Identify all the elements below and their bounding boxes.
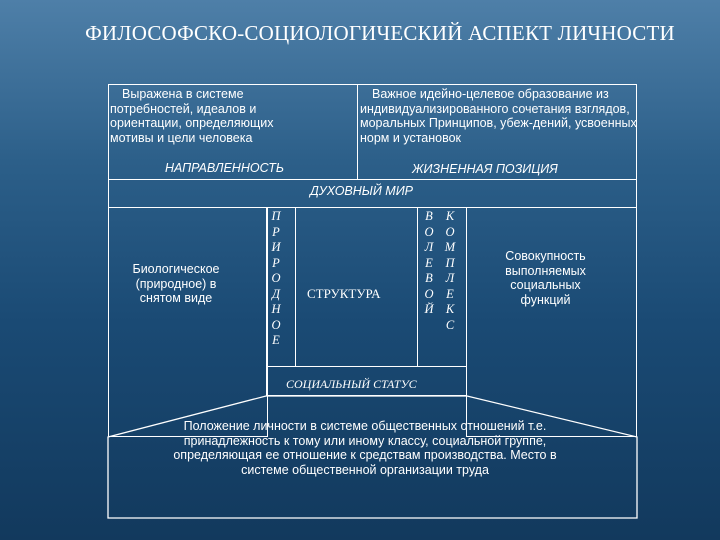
complex-letter: Е	[446, 286, 454, 301]
volitional-letter: Л	[424, 240, 434, 254]
nature-letter: Р	[272, 255, 280, 270]
complex-letter: С	[445, 317, 455, 332]
complex-letter: О	[445, 224, 455, 239]
complex-letter: К	[445, 302, 455, 316]
volitional-letter: О	[424, 286, 434, 301]
social-status-label: СОЦИАЛЬНЫЙ СТАТУС	[286, 377, 417, 391]
life-position-description: Важное идейно-целевое образование из индивидуализированного сочетания взглядов, моральных Принципов, убеж-дений, усвоенных норм и установок	[360, 87, 637, 145]
spiritual-world-label: ДУХОВНЫЙ МИР	[310, 184, 413, 198]
biological-text: Биологическое (природное) в снятом виде	[132, 262, 220, 305]
nature-letter: Р	[272, 224, 280, 239]
nature-letter: О	[271, 317, 281, 332]
life-position-label: ЖИЗНЕННАЯ ПОЗИЦИЯ	[412, 162, 558, 176]
complex-letter: Л	[445, 271, 455, 285]
nature-letter: Н	[271, 302, 281, 316]
volitional-letter: В	[425, 271, 433, 285]
orientation-description: Выражена в системе потребностей, идеалов и ориентации, определяющих мотивы и цели человека	[110, 87, 274, 145]
complex-letter: К	[445, 209, 455, 223]
structure-label: СТРУКТУРА	[307, 286, 381, 301]
nature-letter: Е	[272, 333, 280, 347]
orientation-label: НАПРАВЛЕННОСТЬ	[165, 161, 284, 175]
nature-letter: И	[271, 240, 281, 254]
bottom-description: Положение личности в системе общественных отношений т.е. принадлежность к тому или иному классу, социальной группе, определяющая ее отношение к средствам производства. Место в системе общественной организации труда	[173, 419, 557, 477]
page-title: ФИЛОСОФСКО-СОЦИОЛОГИЧЕСКИЙ АСПЕКТ ЛИЧНОСТИ	[85, 21, 675, 45]
volitional-letter: Й	[424, 302, 434, 316]
functions-text: Совокупность выполняемых социальных функций	[505, 249, 586, 307]
volitional-letter: Е	[425, 255, 433, 270]
nature-letter: Д	[272, 286, 280, 301]
nature-letter: П	[271, 209, 281, 223]
complex-letter: П	[445, 255, 455, 270]
volitional-letter: В	[425, 209, 433, 223]
volitional-letter: О	[424, 224, 434, 239]
nature-letter: О	[271, 271, 281, 285]
complex-letter: М	[444, 240, 456, 254]
